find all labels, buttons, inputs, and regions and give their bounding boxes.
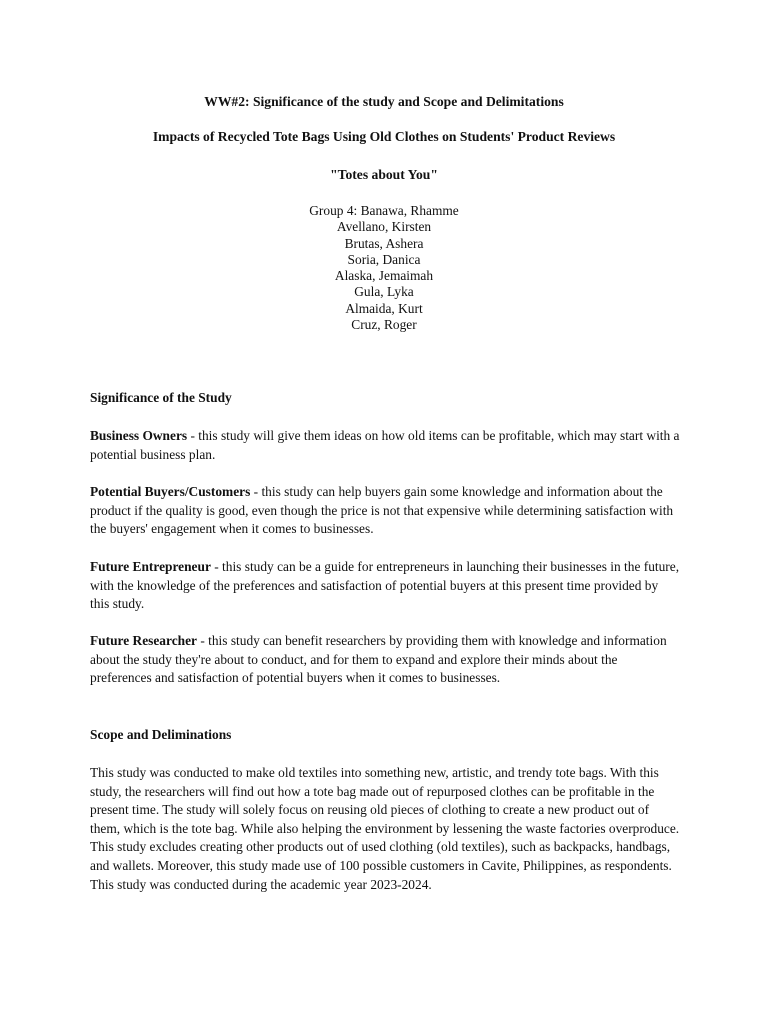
significance-paragraph-entrepreneur bbox=[90, 558, 680, 614]
product-name: "Totes about You" bbox=[330, 167, 438, 182]
paragraph-text: - this study can benefit researchers by providing them with knowledge and information about the study they're about to conduct, and for them to expand and explore their minds about the preferences and satisfaction of potential buyers when it comes to businesses. bbox=[90, 633, 667, 686]
significance-paragraph-business-owners bbox=[90, 427, 680, 464]
paragraph-text: - this study can be a guide for entrepreneurs in launching their businesses in the future, with the knowledge of the preferences and satisfaction of potential buyers at this present time provided by this study. bbox=[90, 559, 680, 612]
group-member-line: Cruz, Roger bbox=[351, 317, 417, 333]
scope-paragraph: This study was conducted to make old textiles into something new, artistic, and trendy tote bags. With this study, the researchers will find out how a tote bag made out of repurposed clothes can be profitable in the present time. The study will solely focus on reusing old pieces of clothing to create a new product out of them, which is the tote bag. While also helping the environment by lessening the waste factories overproduce. This study excludes creating other products out of used clothing (old textiles), such as backpacks, handbags, and wallets. Moreover, this study made use of 100 possible customers in Cavite, Philippines, as respondents. This study was conducted during the academic year 2023-2024. bbox=[90, 765, 680, 892]
group-member-line: Avellano, Kirsten bbox=[336, 219, 432, 235]
scope-heading: Scope and Deliminations bbox=[90, 727, 232, 742]
document-title: WW#2: Significance of the study and Scope and Delimitations bbox=[204, 94, 564, 109]
paragraph-lead: Potential Buyers/Customers bbox=[90, 484, 251, 499]
group-member-line: Almaida, Kurt bbox=[345, 300, 423, 316]
group-member-line: Brutas, Ashera bbox=[344, 235, 424, 251]
significance-paragraph-buyers bbox=[90, 483, 680, 539]
paragraph-lead: Future Entrepreneur bbox=[90, 559, 211, 574]
paragraph-text: - this study will give them ideas on how old items can be profitable, which may start with a potential business plan. bbox=[90, 428, 680, 462]
group-member-line: Soria, Danica bbox=[347, 251, 421, 267]
group-member-line: Group 4: Banawa, Rhamme bbox=[309, 203, 459, 218]
paragraph-lead: Future Researcher bbox=[90, 633, 197, 648]
group-member-line: Gula, Lyka bbox=[354, 284, 414, 300]
group-members bbox=[0, 203, 768, 333]
research-title: Impacts of Recycled Tote Bags Using Old Clothes on Students' Product Reviews bbox=[152, 129, 616, 144]
significance-heading: Significance of the Study bbox=[90, 390, 232, 405]
paragraph-text: - this study can help buyers gain some knowledge and information about the product if the quality is good, even though the price is not that expensive while determining satisfaction with the buyers' engagement when it comes to businesses. bbox=[90, 484, 674, 537]
group-member-line: Alaska, Jemaimah bbox=[334, 268, 434, 284]
paragraph-lead: Business Owners bbox=[90, 428, 188, 443]
significance-paragraph-researcher bbox=[90, 632, 680, 688]
